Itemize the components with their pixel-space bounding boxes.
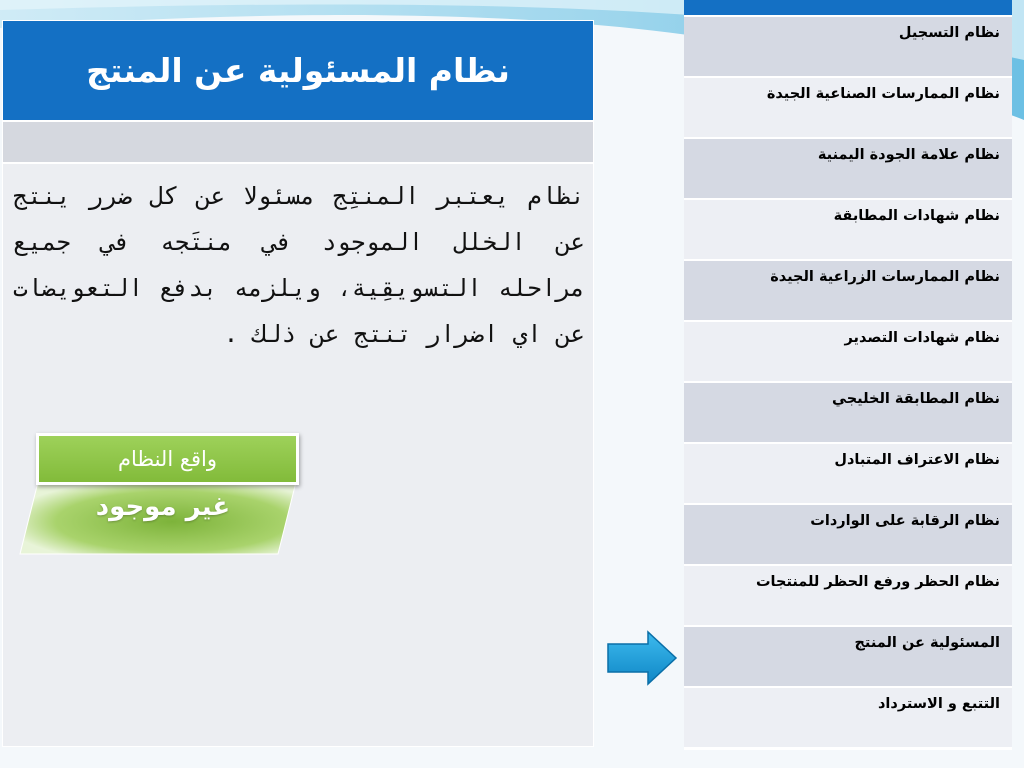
page-title: نظام المسئولية عن المنتج [3,21,593,122]
content-panel [2,20,594,747]
sidebar-item-gulf-conformity[interactable]: نظام المطابقة الخليجي [684,383,1012,442]
sidebar-item-mutual-recognition[interactable]: نظام الاعتراف المتبادل [684,444,1012,503]
sidebar-item-import-control[interactable]: نظام الرقابة على الواردات [684,505,1012,564]
status-label: واقع النظام [36,433,299,485]
sidebar-item-export-certificates[interactable]: نظام شهادات التصدير [684,322,1012,381]
sidebar-item-good-manufacturing[interactable]: نظام الممارسات الصناعية الجيدة [684,78,1012,137]
title-divider-bar [3,122,593,164]
sidebar-item-registration[interactable]: نظام التسجيل [684,17,1012,76]
status-value: غير موجود [95,492,231,522]
sidebar-item-traceability-recall[interactable]: التتبع و الاسترداد [684,688,1012,747]
sidebar-item-good-agricultural[interactable]: نظام الممارسات الزراعية الجيدة [684,261,1012,320]
sidebar-item-product-liability[interactable]: المسئولية عن المنتج [684,627,1012,686]
sidebar-nav [684,0,1012,750]
sidebar-header [684,0,1012,15]
description-text: نظام يعتبر المنتِج مسئولا عن كل ضرر ينتج عن الخلل الموجود في منتَجه في جميع مراحله التسويقِية، ويلزمه بدفع التعويضات عن اي اضرار تنتج عن ذلك . [13,182,585,348]
sidebar-item-conformity-certificates[interactable]: نظام شهادات المطابقة [684,200,1012,259]
sidebar-item-product-ban[interactable]: نظام الحظر ورفع الحظر للمنتجات [684,566,1012,625]
right-arrow-icon [606,630,678,686]
status-badge [18,430,300,558]
sidebar-item-yemeni-quality-mark[interactable]: نظام علامة الجودة اليمنية [684,139,1012,198]
